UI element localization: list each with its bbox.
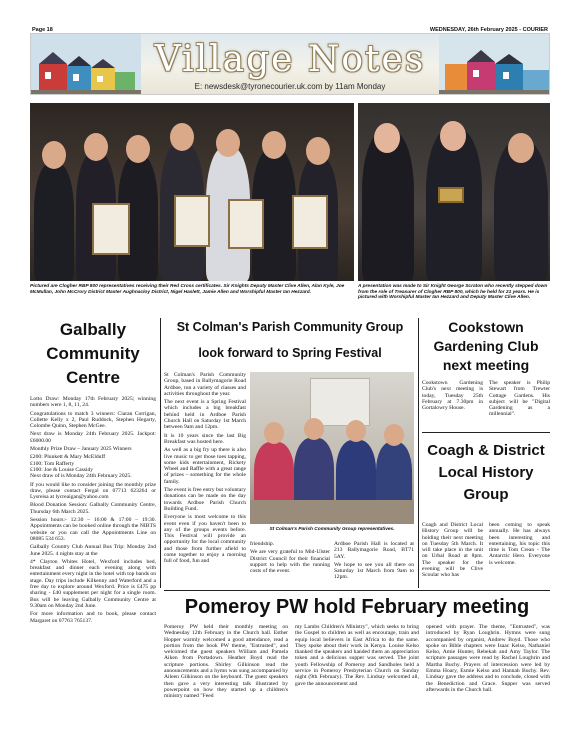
colman-title-line1: St Colman's Parish Community Group [176,320,404,334]
colman-mid-p2: We are very grateful to Mid-Ulster District Council for their financial support to help with the running costs of the event. [250,549,330,575]
colman-p6: Everyone is most welcome to this event even if you haven't been to any of the groups events before. This Festival will provide an opportunity for the local community and those from further afield to come together to enjoy a morning full of food, fun and [164,514,246,565]
colman-title-line2: look forward to Spring Festival [198,346,382,360]
colman-p1: St Colman's Parish Community Group, based in Ballymagorie Road Ardboe, run a variety of classes and activities throughout the year. [164,372,246,397]
right-photo-caption: A presentation was made to Sir Knight George Scraton who recently stepped down from the role of Treasurer of Clogher RBP 800, which he held for 21 years. He is pictured with Worshipful Master Ian Hezzard and Deputy Master Clive Allen. [358,284,548,301]
coagh-title: Coagh & District Local History Group [427,442,545,503]
galbally-p7: Blood Donation Session: Galbally Community Centre, Thursday 6th March 2025. [30,502,156,515]
cookstown-article [422,318,550,375]
cookstown-title: Cookstown Gardening Club next meeting [433,319,539,373]
colman-photo-caption: St Colman's Parish Community Group representatives. [269,527,395,532]
pomeroy-article [164,594,550,620]
rbp-certificates-photo [30,103,354,281]
galbally-p9: Galbally Country Club Annual Bus Trip: Monday 2nd June 2025. 4 nights stay at the [30,544,156,557]
galbally-p5: £200: Plunkett & Mary McElduff £100: Tom Rafferty £100: Joe & Louise Cassidy Next draw of is Monday 24th February 2025. [30,454,132,480]
st-colmans-article [164,318,416,362]
galbally-article [30,318,156,626]
village-notes-banner [30,33,550,95]
galbally-p6: If you would like to consider joining the monthly prize draw, please contact Fergal on 07713 623264 or Lysreisa at lycreaigan@yahoo.com [30,481,156,501]
treasurer-presentation-photo [358,103,550,281]
pomeroy-col3: opened with prayer. The theme, "Entrusted", was introduced by Ryan Loughrin. Hymns were sung accompanied by organist, Andrew Boyd. Those who spoke on Bible chapters were Isaac Kelso, Nathaniel Kelso, Amie Hunter, Rebekah and Amy Taylor. The scripture passages were read by Rachel Loughrin and Martha Buchy. Prayers of intercession were led by Emma Hoary, Esmie Kelso and Hannah Buchy. Rev. Lindsay gave the address and to conclude, closed with the Benediction and Grace. Supper was served afterwards in the Church hall. [426,624,550,693]
newsdesk-email: E: newsdesk@tyronecourier.uk.com by 11am Monday [194,82,386,91]
section-divider [164,590,550,591]
colman-right-column [334,541,414,583]
banner-title: Village Notes [154,39,426,80]
colman-right-p2: We hope to see you all there on Saturday 1st March from 9am to 12pm. [334,561,414,581]
colman-p2: The next event is a Spring Festival which includes a big breakfast behind held in Ardboe Parish Church Hall on Saturday 1st March between 9am and 12pm. [164,399,246,431]
coagh-left: Coagh and District Local History Group will be holding their next meeting on Tuesday 5th March. It will take place in the unit on Urbal Road at 8pm. The speaker for the evening will be Clive Scoular who has [422,522,483,579]
galbally-p4: Monthly Prize Draw – January 2025 Winners [30,446,132,453]
section-divider [422,432,550,433]
pomeroy-title: Pomeroy PW hold February meeting [184,596,530,618]
coagh-right: been coming to speak annually. He has always been interesting and entertaining, his topic this time is Tom Crean - The Antarctic Hero. Everyone is welcome. [489,522,550,566]
cookstown-right: The speaker is Philip Stewart from Trewter Cottage Gardens. His subject will be "Digital Gardening as a millennial". [489,380,550,418]
galbally-p10: 4* Clayton Whites Hotel, Wexford includes bed, breakfast and dinner each evening along with entertainment every night in the hotel with top bands on stage. Day trips include Kilkenny and Waterford and a free day to explore around Wexford. Price is £475 pp sharing - £40 supplement per night for a single room. Bus will be leaving Galbally Community Centre at 9.30am on Monday 2nd June. [30,558,156,609]
pomeroy-col1: Pomeroy PW held their monthly meeting on Wednesday 12th February in the Church hall. Esther Hopper warmly welcomed a good attendance, read a portion from the book PW theme, "Entrusted", and welcomed the guest speakers William and Pamela Aiken from Portadown. Heather Boyd read the scripture portions. Shirley Gilkinson read the announcements and a hymn was sung accompanied by Aileen Gilkinson on the keyboard. The guest speakers then gave a very interesting talk illustrated by powerpoint on how they started up a children's ministry named "Feed [164,624,288,700]
colman-p5: The event is free entry but voluntary donations can be made on the day towards Ardboe Parish Church Building Fund. [164,487,246,512]
left-photo-caption: Pictured are Clogher RBP 800 representatives receiving their Red Cross certificates. Sir Knights Deputy Master Clive Allen, Alan Kyle, Joe McMullan, John McCrory District Master Aughnacloy District, Nigel Haslett, Jamie Allen and Worshipful Master Ian Hezzard. [30,284,345,295]
page-header [0,0,580,33]
colman-right-p1: Ardboe Parish Hall is located at 213 Ballymagorie Road, BT71 5AY. [334,541,414,560]
column-divider [160,318,161,588]
column-divider [418,318,419,588]
galbally-p8: Session hours:- 12:30 – 16:00 & 17:00 – 19:30. Appointments can be booked online through the NIBTS website or you can call the Appointments Line on 08085 534 653. [30,517,156,542]
colman-p4: As well as a big fry up there is also live music to get those toes tapping, some kids entertainment, Rickety Wheel and Raffle with a great range of prizes – something for the whole family. [164,447,246,485]
colman-mid-p1: friendship. [250,541,275,547]
colman-left-column [164,372,246,586]
galbally-title: Galbally Community Centre [46,320,140,387]
issue-date: WEDNESDAY, 26th February 2025 - COURIER [429,27,548,33]
coagh-article [422,440,550,506]
page-number: Page 18 [32,27,53,33]
pomeroy-col2: my Lambs Children's Ministry", which seeks to bring the Gospel to children as well as encourage, train and equip local believers in East Africa to do the same. They spoke about their work in Kenya. Louise Kelso thanked the speakers and handed them an appreciation token and a delicious supper was served. The joint youth Fellowship of Pomeroy and Sandholes held a service in Pomeroy Presbyterian Church on Sunday night (9th February). The Rev. Lindsay welcomed all, gave the announcement and [295,624,419,687]
colman-p3: It is 10 years since the last Big Breakfast was hosted here. [164,432,246,445]
galbally-p2: Congratulations to match 3 winners: Ciaran Corrigan, Collette Kelly x 2, Paul Ruddock, Stephen Hegarty, Colombe Quinn, Stephen McGee. [30,410,156,430]
colman-mid-column [250,541,330,576]
galbally-p11: For more information and to book, please contact Margaret on 07763 765137. [30,611,156,624]
colman-group-photo [250,372,414,524]
cookstown-left: Cookstown Gardening Club's next meeting is today, Tuesday 25th February at 7.30pm in Gortalowry House. [422,380,483,412]
galbally-p3: Next draw is Monday 24th February 2025. Jackpot: £6000.00 [30,431,156,444]
galbally-p1: Lotto Draw: Monday 17th February 2025; winning numbers were 1, 8, 11, 24. [30,396,156,409]
